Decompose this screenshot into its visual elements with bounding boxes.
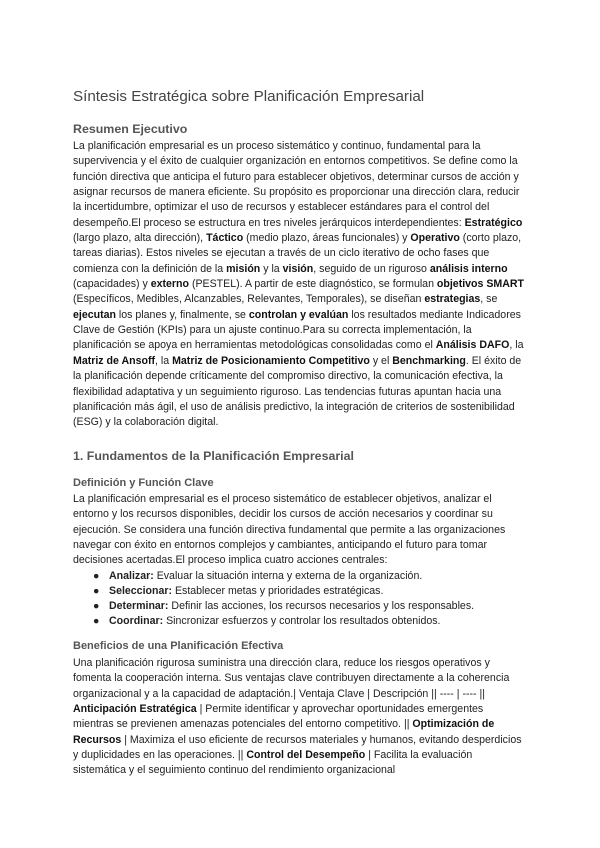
actions-list bbox=[93, 569, 474, 629]
benefit-control: Control del Desempeño bbox=[246, 749, 366, 762]
term-operational: Operativo bbox=[410, 232, 460, 245]
action-term: Coordinar: bbox=[109, 614, 164, 627]
list-item bbox=[93, 584, 474, 599]
bullet-icon: ● bbox=[93, 584, 100, 597]
term-benchmarking: Benchmarking bbox=[392, 354, 466, 367]
benefit-optimization: Optimización de Recursos bbox=[73, 718, 495, 746]
summary-heading: Resumen Ejecutivo bbox=[73, 122, 188, 136]
term-positioning-matrix: Matriz de Posicionamiento Competitivo bbox=[172, 354, 370, 367]
term-control: controlan y evalúan bbox=[248, 308, 349, 321]
term-execute: ejecutan bbox=[73, 308, 116, 321]
list-item bbox=[93, 569, 474, 584]
benefits-heading: Beneficios de una Planificación Efectiva bbox=[73, 640, 284, 652]
action-term: Analizar: bbox=[109, 570, 154, 582]
term-strategic: Estratégico bbox=[464, 216, 523, 229]
action-desc: Establecer metas y prioridades estratégicas. bbox=[172, 584, 384, 597]
list-item bbox=[93, 599, 474, 614]
action-desc: Definir las acciones, los recursos necesarios y los responsables. bbox=[168, 599, 475, 612]
section1-heading: 1. Fundamentos de la Planificación Empresarial bbox=[73, 449, 354, 463]
action-desc: Evaluar la situación interna y externa de la organización. bbox=[153, 570, 423, 582]
action-desc: Sincronizar esfuerzos y controlar los resultados obtenidos. bbox=[163, 614, 441, 627]
benefits-paragraph: Una planificación rigurosa suministra una dirección clara, reduce los riesgos operativos y fomenta la cooperación interna. Sus ventajas clave contribuyen directamente a la coherencia organizacional y a la capacidad de adaptación.| Ventaja Clave | Descripción || ---- | ---- || Anticipación Estratégica | Permite identificar y aprovechar oportunidades emergentes mientras se previenen amenazas potenciales del entorno competitivo. || Optimización de Recursos | Maximiza el uso eficiente de recursos materiales y humanos, evitando desperdicios y duplicidades en las operaciones. || Control del Desempeño | Facilita la evaluación sistemática y el seguimiento continuo del rendimiento organizacional bbox=[73, 657, 522, 777]
term-smart-objectives: objetivos SMART bbox=[436, 278, 525, 291]
bullet-icon: ● bbox=[93, 614, 100, 627]
benefit-anticipation: Anticipación Estratégica bbox=[73, 703, 197, 716]
term-tactical: Táctico bbox=[206, 232, 244, 245]
bullet-icon: ● bbox=[93, 599, 100, 612]
summary-paragraph: La planificación empresarial es un proceso sistemático y continuo, fundamental para la supervivencia y el éxito de cualquier organización en entornos competitivos. Se define como la función directiva que anticipa el futuro para establecer objetivos, determinar cursos de acción y asignar recursos de manera eficiente. Su propósito es proporcionar una dirección clara, reducir la incertidumbre, optimizar el uso de recursos y establecer estándares para el control del desempeño.El proceso se estructura en tres niveles jerárquicos interdependientes: Estratégico (largo plazo, alta dirección), Táctico (medio plazo, áreas funcionales) y Operativo (corto plazo, tareas diarias). Estos niveles se ejecutan a través de un ciclo iterativo de ocho fases que comienza con la definición de la misión y la visión, seguido de un riguroso análisis interno (capacidades) y externo (PESTEL). A partir de este diagnóstico, se formulan objetivos SMART (Específicos, Medibles, Alcanzables, Relevantes, Temporales), se diseñan estrategias, se ejecutan los planes y, finalmente, se controlan y evalúan los resultados mediante Indicadores Clave de Gestión (KPIs) para un ajuste continuo.Para su correcta implementación, la planificación se apoya en herramientas metodológicas consolidadas como el Análisis DAFO, la Matriz de Ansoff, la Matriz de Posicionamiento Competitivo y el Benchmarking. El éxito de la planificación depende críticamente del compromiso directivo, la comunicación efectiva, la flexibilidad adaptativa y un seguimiento riguroso. Las tendencias futuras apuntan hacia una planificación más ágil, el uso de análisis predictivo, la integración de criterios de sostenibilidad (ESG) y la colaboración digital. bbox=[73, 140, 525, 429]
document-title: Síntesis Estratégica sobre Planificación Empresarial bbox=[73, 88, 425, 105]
action-term: Determinar: bbox=[109, 599, 169, 612]
definition-heading: Definición y Función Clave bbox=[73, 477, 214, 489]
term-external: externo bbox=[150, 278, 190, 291]
term-strategies: estrategias bbox=[424, 293, 481, 306]
term-internal-analysis: análisis interno bbox=[429, 262, 508, 275]
list-item bbox=[93, 614, 474, 629]
definition-paragraph: La planificación empresarial es el proceso sistemático de establecer objetivos, analizar el entorno y los recursos disponibles, decidir los cursos de acción necesarios y coordinar su ejecución. Se considera una función directiva fundamental que permite a las organizaciones navegar con éxito en entornos complejos y cambiantes, anticipando el futuro para tomar decisiones acertadas.El proceso implica cuatro acciones centrales: bbox=[73, 493, 506, 567]
bullet-icon: ● bbox=[93, 570, 100, 582]
term-dafo: Análisis DAFO bbox=[435, 339, 510, 352]
term-ansoff: Matriz de Ansoff bbox=[73, 354, 156, 367]
term-vision: visión bbox=[282, 262, 314, 275]
action-term: Seleccionar: bbox=[109, 584, 173, 597]
term-mission: misión bbox=[226, 262, 261, 275]
